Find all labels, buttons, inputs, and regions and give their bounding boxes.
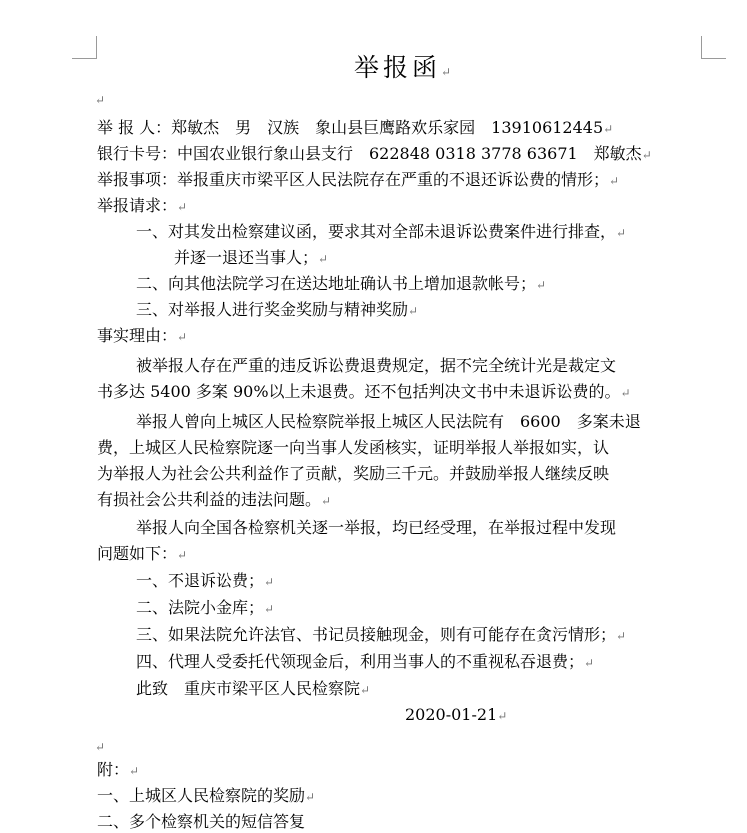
salutation-line: 此致 重庆市梁平区人民检察院↵ xyxy=(136,679,371,698)
facts-paragraph-2-line-3: 为举报人为社会公共利益作了贡献，奖励三千元。并鼓励举报人继续反映 xyxy=(97,464,610,483)
reporter-line: 举 报 人：郑敏杰 男 汉族 象山县巨鹰路欢乐家园 13910612445↵ xyxy=(97,118,614,137)
facts-paragraph-3-cont: 问题如下：↵ xyxy=(97,544,188,563)
attachment-heading: 附：↵ xyxy=(97,760,140,779)
document-title: 举报函↵ xyxy=(354,53,456,82)
empty-paragraph: ↵ xyxy=(95,740,106,754)
top-right-margin-mark xyxy=(701,36,726,59)
request-heading: 举报请求：↵ xyxy=(97,196,188,215)
attachment-item-1: 一、上城区人民检察院的奖励↵ xyxy=(97,786,316,805)
issue-item-1: 一、不退诉讼费；↵ xyxy=(136,571,275,590)
bank-card-line: 银行卡号：中国农业银行象山县支行 622848 0318 3778 63671 郑敏杰↵ xyxy=(97,144,652,163)
document-date: 2020-01-21↵ xyxy=(405,705,508,724)
report-matter-line: 举报事项：举报重庆市梁平区人民法院存在严重的不退还诉讼费的情形；↵ xyxy=(97,170,620,189)
attachment-item-2: 二、多个检察机关的短信答复 xyxy=(97,812,306,831)
issue-item-2: 二、法院小金库；↵ xyxy=(136,598,275,617)
top-left-margin-mark xyxy=(72,36,97,59)
facts-paragraph-2-line-2: 费，上城区人民检察院逐一向当事人发函核实，证明举报人举报如实，认 xyxy=(97,438,610,457)
facts-paragraph-2: 举报人曾向上城区人民检察院举报上城区人民法院有 6600 多案未退 xyxy=(136,412,641,431)
issue-item-3: 三、如果法院允许法官、书记员接触现金，则有可能存在贪污情形；↵ xyxy=(136,625,627,644)
facts-paragraph-3: 举报人向全国各检察机关逐一举报，均已经受理，在举报过程中发现 xyxy=(136,518,617,537)
request-item-2: 二、向其他法院学习在送达地址确认书上增加退款帐号；↵ xyxy=(136,274,547,293)
facts-heading: 事实理由：↵ xyxy=(97,326,188,345)
facts-paragraph-2-line-4: 有损社会公共利益的违法问题。↵ xyxy=(97,490,332,509)
request-item-1-cont: 并逐一退还当事人；↵ xyxy=(174,248,329,267)
facts-paragraph-1: 被举报人存在严重的违反诉讼费退费规定，据不完全统计光是裁定文 xyxy=(136,356,617,375)
request-item-1: 一、对其发出检察建议函，要求其对全部未退诉讼费案件进行排查，↵ xyxy=(136,222,627,241)
issue-item-4: 四、代理人受委托代领现金后，利用当事人的不重视私吞退费；↵ xyxy=(136,652,595,671)
empty-paragraph: ↵ xyxy=(95,93,106,107)
facts-paragraph-1-cont: 书多达 5400 多案 90%以上未退费。还不包括判决文书中未退诉讼费的。↵ xyxy=(97,382,631,401)
request-item-3: 三、对举报人进行奖金奖励与精神奖励↵ xyxy=(136,300,419,319)
